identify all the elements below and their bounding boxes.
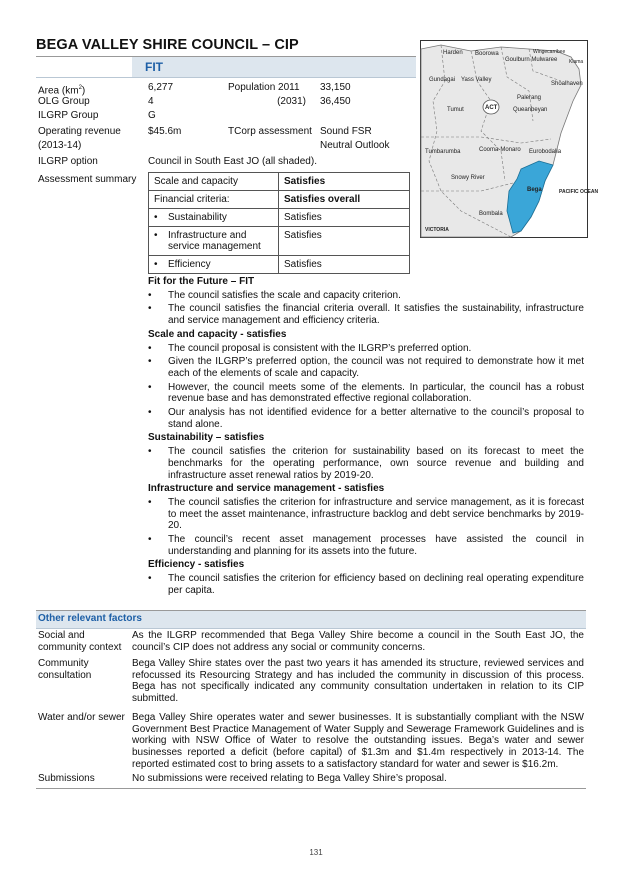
bullet-icon: • xyxy=(148,573,152,585)
tcorp-label: TCorp assessment xyxy=(228,126,312,137)
population-value: 33,150 xyxy=(320,82,351,93)
list-item: • Our analysis has not identified evidence for a better alternative to the council’s proposal to stand alone. xyxy=(148,407,584,430)
revenue-period: (2013-14) xyxy=(38,140,82,151)
page-title: BEGA VALLEY SHIRE COUNCIL – CIP xyxy=(36,37,299,53)
svg-text:Queanbeyan: Queanbeyan xyxy=(513,107,548,113)
bullet-icon: • xyxy=(154,212,158,223)
section-heading: Scale and capacity - satisfies xyxy=(148,328,287,340)
svg-text:Yass Valley: Yass Valley xyxy=(461,77,492,83)
svg-text:Cooma-Monaro: Cooma-Monaro xyxy=(479,147,521,153)
svg-text:PACIFIC OCEAN: PACIFIC OCEAN xyxy=(559,189,599,195)
result-cell: Satisfies xyxy=(279,256,410,274)
svg-text:Harden: Harden xyxy=(443,50,463,56)
bullet-icon: • xyxy=(148,496,152,508)
criterion-cell: Scale and capacity xyxy=(149,173,279,191)
population-2031-value: 36,450 xyxy=(320,96,351,107)
svg-text:Goulburn Mulwaree: Goulburn Mulwaree xyxy=(505,57,558,63)
assessment-table xyxy=(148,172,410,274)
bullet-icon: • xyxy=(148,407,152,419)
svg-text:Snowy River: Snowy River xyxy=(451,175,485,181)
other-factors-divider xyxy=(36,628,586,629)
svg-text:Eurobodalla: Eurobodalla xyxy=(529,149,562,155)
table-row xyxy=(149,173,410,191)
svg-text:Tumbarumba: Tumbarumba xyxy=(425,149,461,155)
svg-text:Bega: Bega xyxy=(527,187,542,193)
fit-band xyxy=(132,57,416,77)
factor-label: Water and/or sewer xyxy=(38,712,125,723)
revenue-label: Operating revenue xyxy=(38,126,121,137)
olg-group-value: 4 xyxy=(148,96,154,107)
list-item: • The council proposal is consistent with the ILGRP’s preferred option. xyxy=(148,342,472,354)
area-label: Area $(km^2)$ xyxy=(38,85,86,97)
ilgrp-group-label: ILGRP Group xyxy=(38,110,99,121)
bullet-icon: • xyxy=(148,381,152,393)
factor-label: Submissions xyxy=(38,773,95,784)
bullet-icon: • xyxy=(154,259,158,270)
section-heading: Efficiency - satisfies xyxy=(148,559,245,571)
factor-label: Community consultation xyxy=(38,658,92,681)
list-item: • The council satisfies the criterion for infrastructure and service management, as it is forecast to meet the asset maintenance, infrastructure backlog and debt service benchmarks by 2019-20. xyxy=(148,496,584,532)
svg-text:Wingecarribee: Wingecarribee xyxy=(533,49,566,55)
other-factors-bottom-rule xyxy=(36,788,586,789)
factor-text: Bega Valley Shire operates water and sewer businesses. It is substantially compliant with the NSW Government Best Practice Management of Water Supply and Sewerage Framework Guidelines and is working with NSW Office of Water to resolve the outstanding issues. Bega’s water and sewer businesses reported a deficit (before capital) of $1.3m and $1.4m respectively in 2013-14. The reported estimated cost to bring assets to a satisfactory standard for water and sewer is $16.2m. xyxy=(132,712,584,770)
fit-heading: FIT xyxy=(145,60,163,74)
map-graphic xyxy=(421,41,599,237)
revenue-value: $45.6m xyxy=(148,126,182,137)
table-row xyxy=(149,227,410,256)
other-factors-heading: Other relevant factors xyxy=(38,613,142,624)
factor-text: Bega Valley Shire states over the past two years it has amended its structure, reviewed services and refocussed its Resourcing Strategy and has included the community in discussion of this process. Bega has not specifically indicated any community consultation undertaken in relation to its CIP submitted. xyxy=(132,658,584,705)
bullet-icon: • xyxy=(148,534,152,546)
list-item: • Given the ILGRP’s preferred option, the council was not required to demonstrate how it met each of the elements of scale and capacity. xyxy=(148,356,584,379)
svg-text:Gundagai: Gundagai xyxy=(429,77,456,83)
svg-text:ACT: ACT xyxy=(485,105,498,111)
tcorp-value-1: Sound FSR xyxy=(320,126,372,137)
list-item: • The council satisfies the scale and capacity criterion. xyxy=(148,289,401,301)
criterion-cell: • Infrastructure and service management xyxy=(149,227,279,256)
factor-text: No submissions were received relating to Bega Valley Shire’s proposal. xyxy=(132,773,447,784)
svg-text:Tumut: Tumut xyxy=(447,107,464,113)
assessment-summary-label: Assessment summary xyxy=(38,174,137,185)
list-item: • The council satisfies the criterion for sustainability based on its forecast to meet the benchmarks for the operating performance, own source revenue and building and infrastructure asset renewal ratios by 2019-20. xyxy=(148,446,584,481)
result-cell: Satisfies xyxy=(279,209,410,227)
bullet-icon: • xyxy=(148,356,152,368)
list-item: • The council’s recent asset management processes have assisted the council in understanding and planning for its assets into the future. xyxy=(148,534,584,557)
svg-text:VICTORIA: VICTORIA xyxy=(425,227,449,233)
olg-group-label: OLG Group xyxy=(38,96,90,107)
table-row xyxy=(149,256,410,274)
page-number: 131 xyxy=(309,848,323,857)
result-cell: Satisfies xyxy=(279,227,410,256)
section-heading: Sustainability – satisfies xyxy=(148,432,265,444)
criterion-cell: • Sustainability xyxy=(149,209,279,227)
table-row xyxy=(149,209,410,227)
ilgrp-option-label: ILGRP option xyxy=(38,156,98,167)
svg-text:Kiama: Kiama xyxy=(569,59,584,65)
factor-label: Social and community context xyxy=(38,630,122,653)
criterion-cell: • Efficiency xyxy=(149,256,279,274)
list-item: • However, the council meets some of the elements. In particular, the council has a robust revenue base and has demonstrated effective regional collaboration. xyxy=(148,381,584,405)
svg-text:Shoalhaven: Shoalhaven xyxy=(551,81,583,87)
fit-divider xyxy=(36,77,416,78)
svg-text:Bombala: Bombala xyxy=(479,211,503,217)
svg-text:Boorowa: Boorowa xyxy=(475,51,499,57)
region-map xyxy=(420,40,599,238)
criterion-cell: Financial criteria: xyxy=(149,191,279,209)
table-row xyxy=(149,191,410,209)
bullet-icon: • xyxy=(148,342,152,354)
section-heading: Infrastructure and service management - satisfies xyxy=(148,483,385,495)
population-label: Population 2011 xyxy=(228,82,300,93)
population-2031-label: (2031) xyxy=(277,96,306,107)
bullet-icon: • xyxy=(148,446,152,458)
ilgrp-option-value: Council in South East JO (all shaded). xyxy=(148,156,317,167)
assessment-body xyxy=(148,274,584,599)
list-item: • The council satisfies the criterion for efficiency based on declining real operating expenditure per capita. xyxy=(148,573,584,596)
factor-text: As the ILGRP recommended that Bega Valley Shire become a council in the South East JO, the council’s CIP does not address any social or community concerns. xyxy=(132,630,584,653)
tcorp-value-2: Neutral Outlook xyxy=(320,140,390,151)
bullet-icon: • xyxy=(154,230,158,241)
bullet-icon: • xyxy=(148,289,152,301)
list-item: • The council satisfies the financial criteria overall. It satisfies the sustainability, infrastructure and service management and efficiency criteria. xyxy=(148,303,584,327)
bullet-icon: • xyxy=(148,303,152,315)
result-cell: Satisfies overall xyxy=(279,191,410,209)
result-cell: Satisfies xyxy=(279,173,410,191)
section-heading: Fit for the Future – FIT xyxy=(148,276,255,287)
svg-text:Palerang: Palerang xyxy=(517,95,542,101)
area-value: 6,277 xyxy=(148,82,174,93)
ilgrp-group-value: G xyxy=(148,110,156,121)
